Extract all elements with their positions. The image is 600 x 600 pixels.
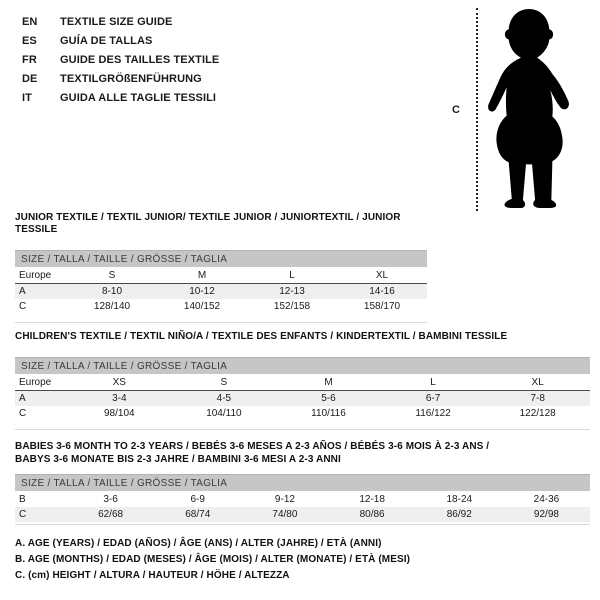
- size-cell: 14-16: [369, 286, 395, 297]
- size-cell: 4-5: [216, 393, 232, 404]
- size-cell: 152/158: [273, 301, 311, 312]
- row-label: B: [19, 493, 26, 505]
- language-code: FR: [22, 54, 37, 66]
- size-cell: 62/68: [98, 509, 124, 520]
- table-bottom-divider: [15, 524, 590, 525]
- table-header-bar: SIZE / TALLA / TAILLE / GRÖSSE / TAGLIA: [15, 250, 427, 267]
- height-measure-label: C: [452, 104, 460, 116]
- table-row: [15, 267, 427, 284]
- size-cell: 8-10: [101, 286, 122, 297]
- size-cell: 74/80: [272, 509, 298, 520]
- size-cell: XS: [112, 376, 126, 388]
- table-bottom-divider: [15, 322, 427, 323]
- size-cell: 12-13: [279, 286, 305, 297]
- table-row: [15, 507, 590, 522]
- table-row: [15, 391, 590, 406]
- size-cell: 18-24: [446, 493, 473, 505]
- size-cell: M: [197, 269, 207, 281]
- size-table-section: [15, 212, 427, 323]
- language-row: [22, 32, 219, 51]
- legend: [15, 536, 410, 584]
- size-cell: 116/122: [415, 408, 451, 419]
- size-cell: 5-6: [321, 393, 336, 404]
- size-cell: 110/116: [311, 408, 346, 419]
- guide-title: TEXTILE SIZE GUIDE: [60, 16, 173, 28]
- table-header-bar: SIZE / TALLA / TAILLE / GRÖSSE / TAGLIA: [15, 357, 590, 374]
- section-title: JUNIOR TEXTILE / TEXTIL JUNIOR/ TEXTILE JUNIOR / JUNIORTEXTIL / JUNIOR TESSILE: [15, 212, 401, 235]
- height-measure-dotted-line: [476, 8, 478, 211]
- row-label: Europe: [19, 376, 52, 388]
- size-tables: [15, 212, 590, 525]
- language-list: [22, 13, 219, 108]
- size-table-section: [15, 331, 590, 430]
- size-cell: 6-7: [425, 393, 441, 404]
- size-cell: 92/98: [533, 509, 559, 520]
- language-code: IT: [22, 92, 32, 104]
- language-row: [22, 13, 219, 32]
- guide-title: GUÍA DE TALLAS: [60, 35, 153, 47]
- baby-silhouette-icon: [482, 7, 574, 210]
- size-cell: 6-9: [190, 493, 205, 505]
- size-cell: 80/86: [359, 509, 385, 520]
- row-label: Europe: [19, 269, 52, 281]
- language-code: EN: [22, 16, 38, 28]
- size-cell: 10-12: [189, 286, 215, 297]
- size-cell: 9-12: [274, 493, 295, 505]
- table-row: [15, 284, 427, 299]
- size-cell: 3-6: [103, 493, 118, 505]
- language-row: [22, 89, 219, 108]
- row-label: C: [19, 509, 27, 520]
- size-cell: 122/128: [519, 408, 556, 419]
- size-cell: XL: [375, 269, 389, 281]
- language-row: [22, 51, 219, 70]
- size-cell: 104/110: [206, 408, 242, 419]
- section-title: BABIES 3-6 MONTH TO 2-3 YEARS / BEBÉS 3-6 MESES A 2-3 AÑOS / BÉBÉS 3-6 MOIS À 2-3 ANS /: [15, 441, 490, 452]
- table-row: [15, 374, 590, 391]
- legend-line: C. (cm) HEIGHT / ALTURA / HAUTEUR / HÖHE / ALTEZZA: [15, 570, 290, 581]
- size-cell: L: [430, 376, 436, 388]
- size-cell: 24-36: [533, 493, 560, 505]
- row-label: A: [19, 393, 26, 404]
- size-cell: L: [289, 269, 295, 281]
- size-table-section: [15, 440, 590, 525]
- row-label: C: [19, 408, 27, 419]
- size-cell: M: [324, 376, 333, 388]
- language-code: DE: [22, 73, 38, 85]
- guide-title: TEXTILGRÖßENFÜHRUNG: [60, 73, 202, 85]
- legend-line: B. AGE (MONTHS) / EDAD (MESES) / ÂGE (MOIS) / ALTER (MONATE) / ETÀ (MESI): [15, 554, 411, 565]
- table-row: [15, 406, 590, 421]
- legend-line: A. AGE (YEARS) / EDAD (AÑOS) / ÂGE (ANS) / ALTER (JAHRE) / ETÀ (ANNI): [15, 538, 382, 549]
- language-row: [22, 70, 219, 89]
- size-cell: 7-8: [530, 393, 545, 404]
- guide-title: GUIDE DES TAILLES TEXTILE: [60, 54, 220, 66]
- size-cell: 3-4: [112, 393, 127, 404]
- size-cell: 128/140: [93, 301, 131, 312]
- size-cell: XL: [531, 376, 544, 388]
- guide-title: GUIDA ALLE TAGLIE TESSILI: [60, 92, 217, 104]
- row-label: C: [19, 301, 27, 312]
- table-row: [15, 299, 427, 314]
- language-code: ES: [22, 35, 37, 47]
- table-bottom-divider: [15, 429, 590, 430]
- section-title: CHILDREN'S TEXTILE / TEXTIL NIÑO/A / TEXTILE DES ENFANTS / KINDERTEXTIL / BAMBINI TESSILE: [15, 331, 508, 342]
- table-header-bar: SIZE / TALLA / TAILLE / GRÖSSE / TAGLIA: [15, 474, 590, 491]
- size-cell: 12-18: [359, 493, 385, 505]
- size-cell: 68/74: [185, 509, 211, 520]
- size-cell: S: [220, 376, 228, 388]
- size-cell: 98/104: [104, 408, 135, 419]
- section-title-line2: BABYS 3-6 MONATE BIS 2-3 JAHRE / BAMBINI 3-6 MESI A 2-3 ANNI: [15, 454, 341, 465]
- size-cell: S: [108, 269, 116, 281]
- table-row: [15, 491, 590, 507]
- row-label: A: [19, 286, 26, 297]
- size-cell: 140/152: [183, 301, 221, 312]
- size-cell: 86/92: [446, 509, 472, 520]
- size-cell: 158/170: [363, 301, 401, 312]
